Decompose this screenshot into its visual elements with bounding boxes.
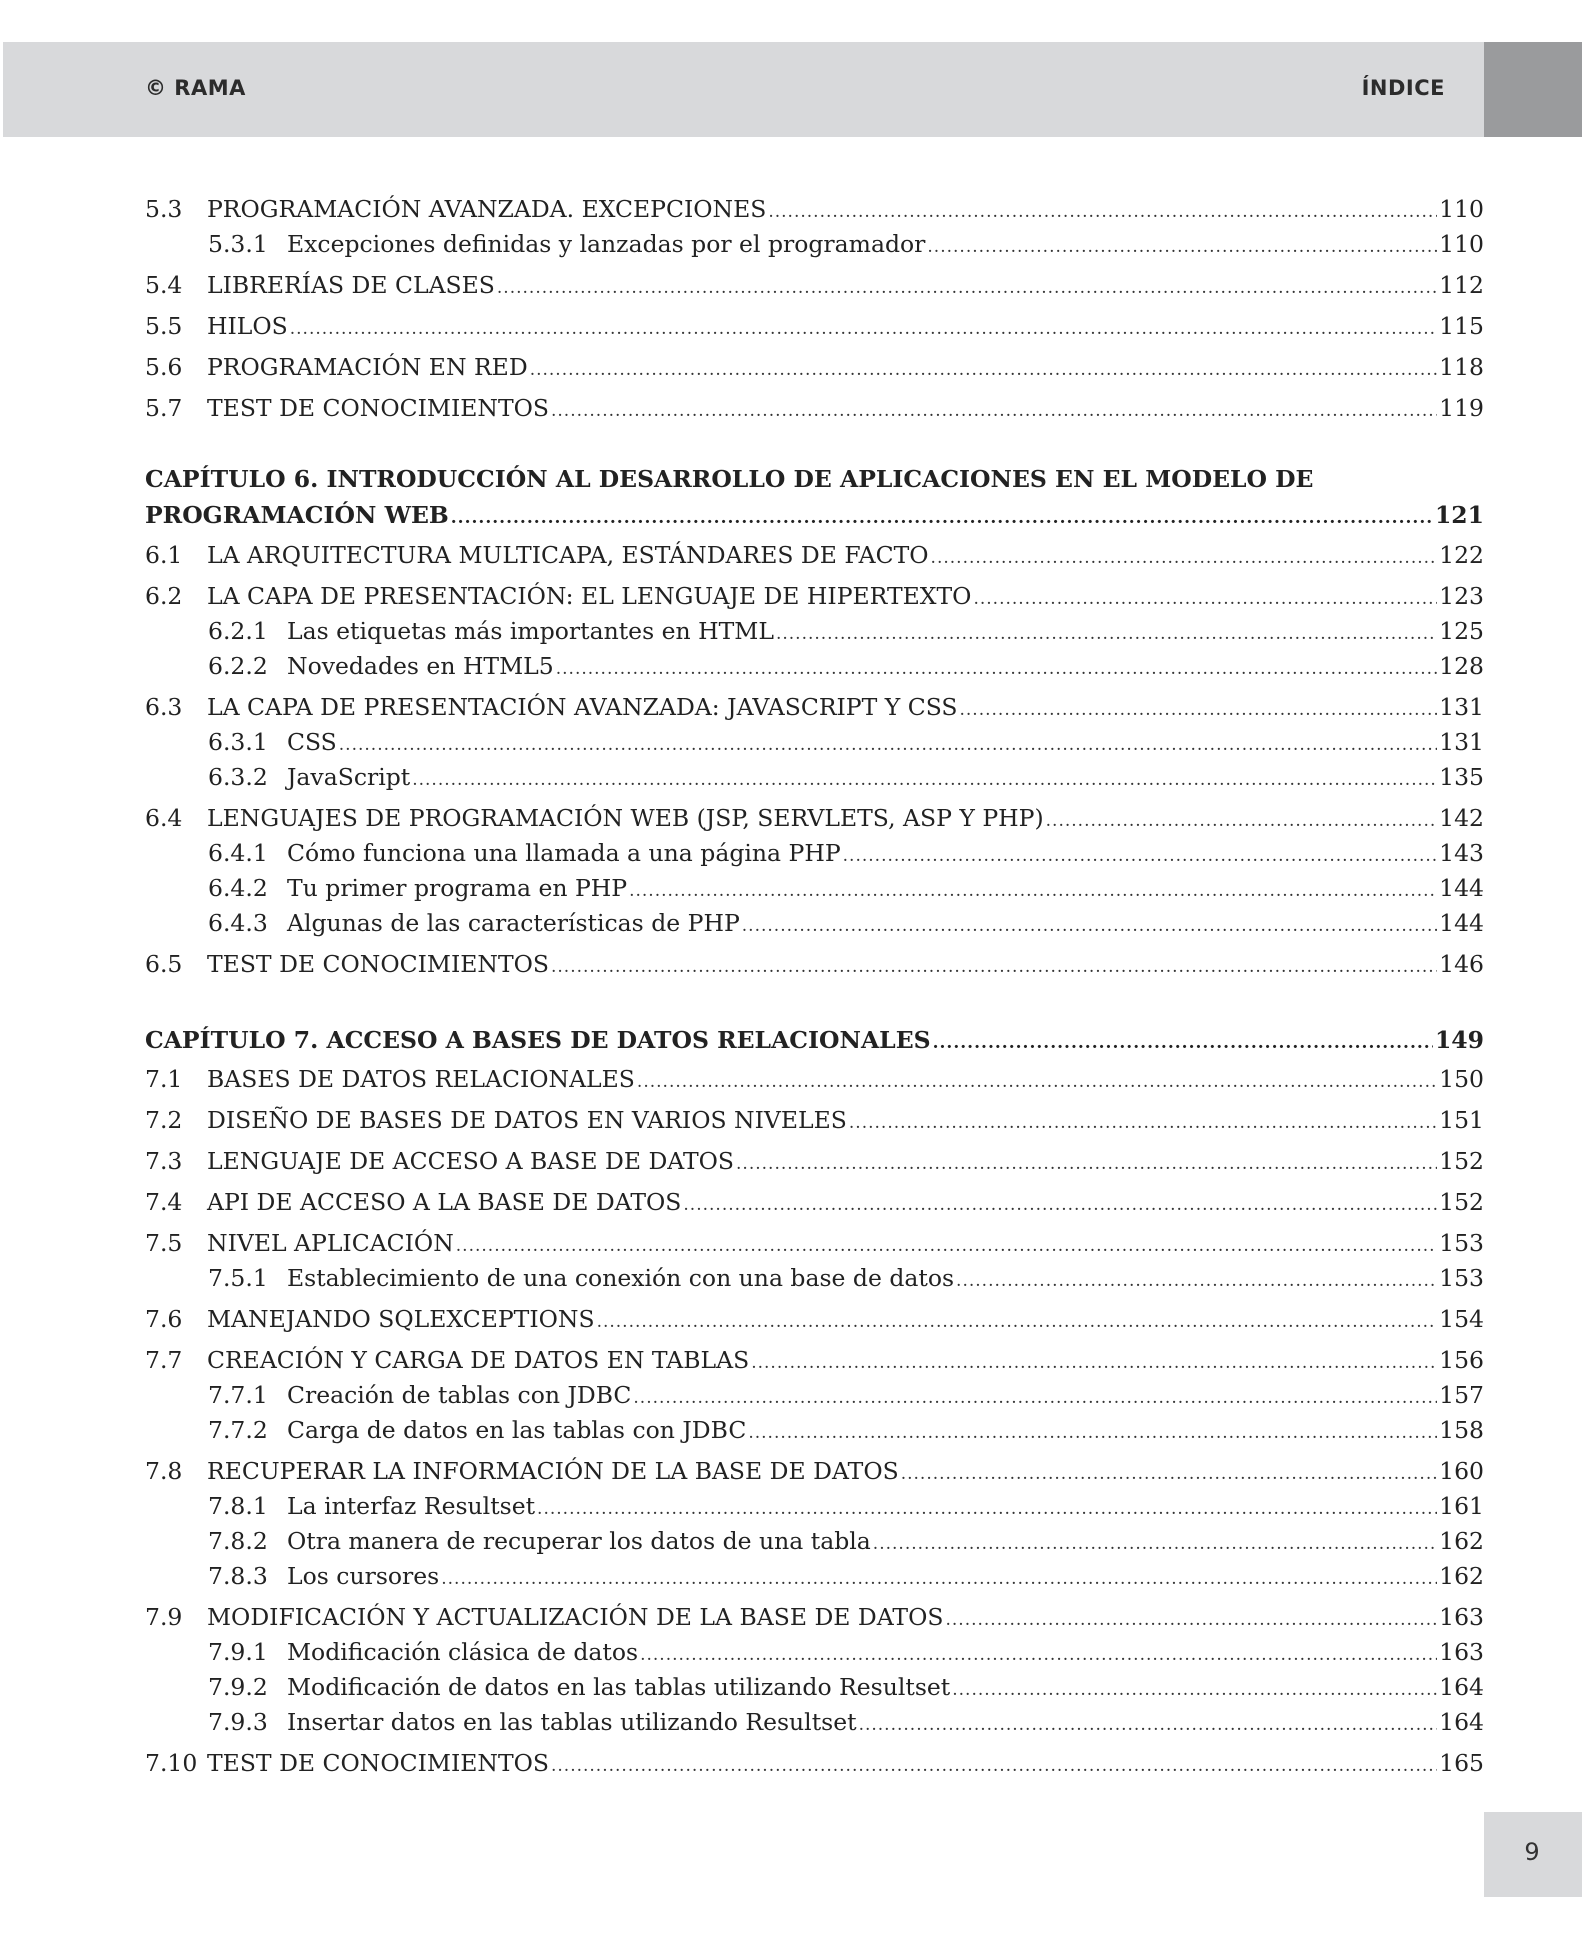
dot-leader [933, 1025, 1433, 1061]
toc-entry-title: LIBRERÍAS DE CLASES [207, 271, 495, 299]
toc-entry-number: 6.5 [145, 950, 183, 978]
toc-entry[interactable] [145, 1749, 1484, 1783]
toc-subentry[interactable] [145, 1492, 1484, 1526]
toc-entry[interactable] [145, 195, 1484, 229]
toc-subentry[interactable] [145, 1264, 1484, 1298]
toc-entry-number: 6.4.2 [208, 874, 268, 902]
toc-entry-number: 7.8.3 [208, 1562, 268, 1590]
toc-entry-title: HILOS [207, 312, 288, 340]
toc-entry-page: 152 [1439, 1147, 1484, 1175]
chapter-page: 149 [1434, 1026, 1484, 1054]
dot-leader [683, 1195, 1437, 1215]
toc-entry-page: 144 [1439, 874, 1484, 902]
toc-entry[interactable] [145, 1188, 1484, 1222]
toc-entry-number: 7.5 [145, 1229, 183, 1257]
toc-entry[interactable] [145, 541, 1484, 575]
toc-entry-number: 7.8.2 [208, 1527, 268, 1555]
toc-entry-number: 6.2.2 [208, 652, 268, 680]
toc-entry-page: 118 [1439, 353, 1484, 381]
toc-subentry[interactable] [145, 1638, 1484, 1672]
toc-entry-page: 144 [1439, 909, 1484, 937]
toc-entry-page: 152 [1439, 1188, 1484, 1216]
toc-entry-title: Establecimiento de una conexión con una base de datos [287, 1264, 955, 1292]
toc-entry-page: 161 [1439, 1492, 1484, 1520]
toc-entry-title: PROGRAMACIÓN AVANZADA. EXCEPCIONES [207, 195, 767, 223]
toc-entry-number: 6.3 [145, 693, 183, 721]
toc-entry-title: Las etiquetas más importantes en HTML [287, 617, 774, 645]
dot-leader [952, 1680, 1437, 1700]
header-tab [1484, 42, 1582, 137]
toc-entry-number: 7.7.1 [208, 1381, 268, 1409]
toc-entry-number: 5.6 [145, 353, 183, 381]
toc-entry-number: 7.9.3 [208, 1708, 268, 1736]
toc-subentry[interactable] [145, 1381, 1484, 1415]
dot-leader [640, 1645, 1437, 1665]
toc-entry[interactable] [145, 693, 1484, 727]
dot-leader [931, 548, 1438, 568]
toc-entry-title: DISEÑO DE BASES DE DATOS EN VARIOS NIVELES [207, 1106, 847, 1134]
dot-leader [960, 700, 1438, 720]
toc-entry-page: 164 [1439, 1708, 1484, 1736]
toc-entry-title: Cómo funciona una llamada a una página PHP [287, 839, 841, 867]
toc-entry-page: 163 [1439, 1603, 1484, 1631]
dot-leader [945, 1610, 1437, 1630]
chapter-heading[interactable] [145, 461, 1484, 536]
toc-entry-page: 146 [1439, 950, 1484, 978]
toc-entry[interactable] [145, 312, 1484, 346]
toc-entry-title: La interfaz Resultset [287, 1492, 536, 1520]
toc-entry-page: 131 [1439, 728, 1484, 756]
toc-entry-page: 160 [1439, 1457, 1484, 1485]
toc-subentry[interactable] [145, 617, 1484, 651]
toc-subentry[interactable] [145, 652, 1484, 686]
toc-entry-page: 158 [1439, 1416, 1484, 1444]
dot-leader [551, 401, 1437, 421]
toc-entry[interactable] [145, 1346, 1484, 1380]
dot-leader [849, 1113, 1437, 1133]
toc-entry-page: 153 [1439, 1229, 1484, 1257]
toc-entry[interactable] [145, 1147, 1484, 1181]
dot-leader [629, 881, 1437, 901]
dot-leader [859, 1715, 1438, 1735]
toc-entry-number: 7.7 [145, 1346, 183, 1374]
toc-entry-page: 162 [1439, 1527, 1484, 1555]
toc-entry-page: 162 [1439, 1562, 1484, 1590]
toc-entry[interactable] [145, 1305, 1484, 1339]
toc-entry-title: RECUPERAR LA INFORMACIÓN DE LA BASE DE DATOS [207, 1457, 899, 1485]
dot-leader [901, 1464, 1437, 1484]
toc-entry-title: MANEJANDO SQLEXCEPTIONS [207, 1305, 595, 1333]
toc-entry-page: 164 [1439, 1673, 1484, 1701]
toc-entry-title: TEST DE CONOCIMIENTOS [207, 1749, 549, 1777]
toc-subentry[interactable] [145, 230, 1484, 264]
chapter-title-line: PROGRAMACIÓN WEB [145, 501, 449, 529]
dot-leader [873, 1534, 1437, 1554]
toc-entry-title: NIVEL APLICACIÓN [207, 1229, 454, 1257]
dot-leader [412, 770, 1437, 790]
toc-entry[interactable] [145, 1106, 1484, 1140]
toc-entry[interactable] [145, 804, 1484, 838]
toc-entry-title: CREACIÓN Y CARGA DE DATOS EN TABLAS [207, 1346, 750, 1374]
toc-entry-number: 6.1 [145, 541, 183, 569]
dot-leader [530, 360, 1437, 380]
dot-leader [497, 278, 1437, 298]
chapter-page: 121 [1434, 501, 1484, 529]
toc-entry-number: 5.3 [145, 195, 183, 223]
toc-subentry[interactable] [145, 839, 1484, 873]
dot-leader [742, 916, 1437, 936]
toc-entry[interactable] [145, 394, 1484, 428]
toc-entry-number: 6.3.1 [208, 728, 268, 756]
toc-entry-page: 119 [1439, 394, 1484, 422]
toc-entry-page: 110 [1439, 195, 1484, 223]
toc-subentry[interactable] [145, 1708, 1484, 1742]
toc-entry[interactable] [145, 950, 1484, 984]
toc-entry-page: 110 [1439, 230, 1484, 258]
dot-leader [768, 202, 1437, 222]
toc-entry-page: 150 [1439, 1065, 1484, 1093]
toc-entry[interactable] [145, 271, 1484, 305]
toc-entry-page: 143 [1439, 839, 1484, 867]
toc-entry-title: TEST DE CONOCIMIENTOS [207, 394, 549, 422]
toc-entry-title: BASES DE DATOS RELACIONALES [207, 1065, 635, 1093]
toc-entry-page: 151 [1439, 1106, 1484, 1134]
toc-entry-number: 7.5.1 [208, 1264, 268, 1292]
toc-entry-page: 135 [1439, 763, 1484, 791]
toc-entry[interactable] [145, 1457, 1484, 1491]
toc-entry-number: 7.8 [145, 1457, 183, 1485]
dot-leader [556, 659, 1437, 679]
header-publisher: © RAMA [145, 76, 246, 100]
toc-entry-title: Los cursores [287, 1562, 440, 1590]
toc-entry-page: 163 [1439, 1638, 1484, 1666]
toc-entry-title: TEST DE CONOCIMIENTOS [207, 950, 549, 978]
toc-subentry[interactable] [145, 1673, 1484, 1707]
toc-entry-title: API DE ACCESO A LA BASE DE DATOS [207, 1188, 682, 1216]
dot-leader [736, 1154, 1437, 1174]
toc-entry-title: Excepciones definidas y lanzadas por el programador [287, 230, 926, 258]
toc-entry-title: PROGRAMACIÓN EN RED [207, 353, 528, 381]
dot-leader [551, 1756, 1437, 1776]
toc-entry[interactable] [145, 353, 1484, 387]
toc-entry[interactable] [145, 1603, 1484, 1637]
toc-entry-number: 6.2.1 [208, 617, 268, 645]
toc-entry-page: 112 [1439, 271, 1484, 299]
toc-entry-title: Algunas de las características de PHP [287, 909, 740, 937]
toc-entry-title: CSS [287, 728, 337, 756]
toc-entry-page: 122 [1439, 541, 1484, 569]
toc-subentry[interactable] [145, 1562, 1484, 1596]
toc-entry-number: 5.7 [145, 394, 183, 422]
toc-entry-number: 5.4 [145, 271, 183, 299]
toc-entry-number: 7.3 [145, 1147, 183, 1175]
dot-leader [973, 589, 1437, 609]
toc-entry[interactable] [145, 1229, 1484, 1263]
toc-subentry[interactable] [145, 763, 1484, 797]
toc-entry-page: 156 [1439, 1346, 1484, 1374]
toc-entry-number: 7.4 [145, 1188, 183, 1216]
toc-subentry[interactable] [145, 909, 1484, 943]
toc-entry-number: 7.9.2 [208, 1673, 268, 1701]
toc-entry-title: Tu primer programa en PHP [287, 874, 628, 902]
toc-entry-page: 128 [1439, 652, 1484, 680]
toc-entry-number: 7.10 [145, 1749, 198, 1777]
toc-entry-title: LA CAPA DE PRESENTACIÓN AVANZADA: JAVASCRIPT Y CSS [207, 693, 958, 721]
toc-entry-number: 6.4 [145, 804, 183, 832]
dot-leader [927, 237, 1437, 257]
toc-entry[interactable] [145, 582, 1484, 616]
toc-entry-title: Otra manera de recuperar los datos de una tabla [287, 1527, 871, 1555]
toc-entry-title: Novedades en HTML5 [287, 652, 554, 680]
toc-subentry[interactable] [145, 1416, 1484, 1450]
toc-entry[interactable] [145, 1065, 1484, 1099]
toc-entry-number: 7.6 [145, 1305, 183, 1333]
toc-entry-number: 7.7.2 [208, 1416, 268, 1444]
toc-entry-title: LENGUAJE DE ACCESO A BASE DE DATOS [207, 1147, 735, 1175]
toc-entry-number: 7.8.1 [208, 1492, 268, 1520]
toc-entry-title: LENGUAJES DE PROGRAMACIÓN WEB (JSP, SERVLETS, ASP Y PHP) [207, 804, 1044, 832]
toc-entry-title: MODIFICACIÓN Y ACTUALIZACIÓN DE LA BASE DE DATOS [207, 1603, 944, 1631]
toc-entry-title: Carga de datos en las tablas con JDBC [287, 1416, 747, 1444]
toc-entry-page: 142 [1439, 804, 1484, 832]
toc-entry-number: 7.2 [145, 1106, 183, 1134]
dot-leader [451, 500, 1433, 536]
chapter-title-line: CAPÍTULO 7. ACCESO A BASES DE DATOS RELACIONALES [145, 1026, 931, 1054]
toc-entry-page: 125 [1439, 617, 1484, 645]
toc-subentry[interactable] [145, 728, 1484, 762]
dot-leader [551, 957, 1437, 977]
dot-leader [537, 1499, 1437, 1519]
toc-entry-page: 165 [1439, 1749, 1484, 1777]
toc-entry-page: 154 [1439, 1305, 1484, 1333]
toc-entry-title: Modificación de datos en las tablas utilizando Resultset [287, 1673, 951, 1701]
toc-entry-title: LA ARQUITECTURA MULTICAPA, ESTÁNDARES DE FACTO [207, 541, 929, 569]
dot-leader [748, 1423, 1437, 1443]
toc-entry-title: JavaScript [287, 763, 411, 791]
dot-leader [339, 735, 1437, 755]
toc-entry-title: Creación de tablas con JDBC [287, 1381, 632, 1409]
header-section-title: ÍNDICE [1361, 76, 1445, 100]
chapter-heading[interactable] [145, 1022, 1484, 1061]
dot-leader [456, 1236, 1437, 1256]
toc-entry-title: Modificación clásica de datos [287, 1638, 639, 1666]
toc-entry-number: 7.9 [145, 1603, 183, 1631]
dot-leader [776, 624, 1437, 644]
dot-leader [956, 1271, 1437, 1291]
toc-entry-number: 6.3.2 [208, 763, 268, 791]
dot-leader [633, 1388, 1437, 1408]
toc-entry-number: 7.9.1 [208, 1638, 268, 1666]
dot-leader [1046, 811, 1438, 831]
toc-entry-number: 6.4.1 [208, 839, 268, 867]
dot-leader [637, 1072, 1437, 1092]
dot-leader [751, 1353, 1437, 1373]
chapter-title-line: CAPÍTULO 6. INTRODUCCIÓN AL DESARROLLO DE APLICACIONES EN EL MODELO DE [145, 465, 1314, 493]
toc-entry-title: Insertar datos en las tablas utilizando Resultset [287, 1708, 857, 1736]
toc-entry-number: 5.5 [145, 312, 183, 340]
toc-entry-page: 153 [1439, 1264, 1484, 1292]
toc-entry-page: 123 [1439, 582, 1484, 610]
toc-entry-number: 6.2 [145, 582, 183, 610]
toc-entry-page: 157 [1439, 1381, 1484, 1409]
dot-leader [597, 1312, 1438, 1332]
dot-leader [441, 1569, 1437, 1589]
dot-leader [290, 319, 1437, 339]
toc-subentry[interactable] [145, 874, 1484, 908]
toc-entry-title: LA CAPA DE PRESENTACIÓN: EL LENGUAJE DE HIPERTEXTO [207, 582, 972, 610]
toc-entry-number: 5.3.1 [208, 230, 268, 258]
toc-entry-number: 7.1 [145, 1065, 183, 1093]
page-number: 9 [1524, 1838, 1540, 1866]
toc-subentry[interactable] [145, 1527, 1484, 1561]
toc-entry-number: 6.4.3 [208, 909, 268, 937]
dot-leader [843, 846, 1438, 866]
toc-entry-page: 115 [1439, 312, 1484, 340]
toc-entry-page: 131 [1439, 693, 1484, 721]
